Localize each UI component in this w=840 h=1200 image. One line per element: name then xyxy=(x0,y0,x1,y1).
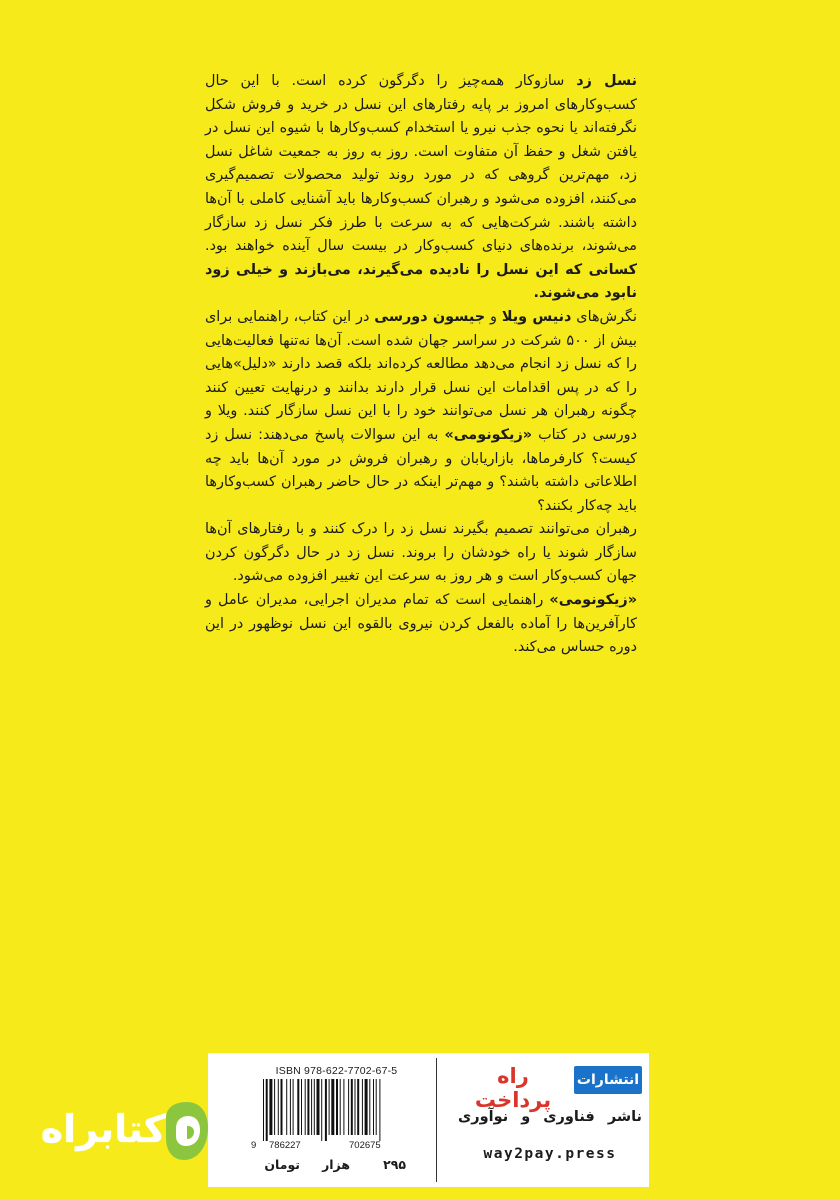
publisher-website: way2pay.press xyxy=(483,1146,617,1162)
price-amount: ۲۹۵ xyxy=(383,1157,406,1172)
barcode-right-digits: 702675 xyxy=(349,1140,381,1151)
barcode-block xyxy=(245,1061,428,1179)
store-name: کتابراه xyxy=(40,1107,166,1151)
book-title: «زیکونومی» xyxy=(549,592,637,609)
publisher-label: انتشارات xyxy=(574,1066,642,1094)
blurb-emphasis: کسانی که این نسل را نادیده می‌گیرند، می‌بازند و خیلی زود نابود می‌شوند. xyxy=(205,261,637,302)
price-unit-thousand: هزار xyxy=(322,1157,350,1172)
blurb-lead-term: نسل زد xyxy=(576,73,637,89)
blurb-paragraph-1 xyxy=(205,70,637,306)
author-name-1: دنیس ویلا xyxy=(501,308,572,325)
blurb-text: سازوکار همه‌چیز را دگرگون کرده است. با این حال کسب‌وکارهای امروز بر پایه رفتارهای این نسل در خرید و فروش شکل نگرفته‌اند یا نحوه جذب نیرو یا استخدام کسب‌وکارها با شیوه این نسل در یافتن شغل و حفظ آن متفاوت است. روز به روز به جمعیت شاغل نسل زد، مهم‌ترین گروهی که در مورد روند تولید محصولات تصمیم‌گیری می‌کنند، افزوده می‌شود و رهبران کسب‌وکارها باید آشنایی کاملی با آن‌ها داشته باشند. شرکت‌هایی که به سرعت با طرز فکر نسل زد سازگار می‌شوند، برنده‌های دنیای کسب‌وکار در بیست سال آینده خواهند بود. xyxy=(205,73,637,255)
blurb-paragraph-2 xyxy=(205,306,637,518)
blurb-text: نگرش‌های xyxy=(571,308,637,325)
blurb-paragraph-4 xyxy=(205,589,637,660)
author-name-2: جیسون دورسی xyxy=(374,308,486,325)
barcode-left-digits: 786227 xyxy=(269,1140,301,1151)
blurb-text: به این سوالات پاسخ می‌دهند: نسل زد کیست؟ کارفرماها، بازاریابان و رهبران فروش در مورد آن‌ها باید چه اطلاعاتی داشته باشند؟ و مهم‌تر اینکه در حال حاضر رهبران کسب‌وکارها باید چه‌کار بکنند؟ xyxy=(205,426,637,514)
publisher-tagline: ناشر فناوری و نوآوری xyxy=(458,1109,642,1125)
blurb-paragraph-3: رهبران می‌توانند تصمیم بگیرند نسل زد را درک کنند و با رفتارهای آن‌ها سازگار شوند یا راه خودشان را بروند. نسل زد در حال دگرگون کردن جهان کسب‌وکار است و هر روز به سرعت این تغییر افزوده می‌شود. xyxy=(205,521,637,585)
panel-divider xyxy=(436,1058,437,1182)
publisher-name: راه پرداخت xyxy=(474,1064,552,1112)
ketabrah-logo xyxy=(38,1096,213,1172)
barcode-lead-digit: 9 xyxy=(251,1140,257,1151)
blurb-text: راهنمایی است که تمام مدیران اجرایی، مدیران عامل و کارآفرین‌ها را آماده بالفعل کردن نیروی بالقوه این نسل نوظهور در این دوره حساس می‌کند. xyxy=(205,592,637,656)
price-unit-toman: تومان xyxy=(264,1157,300,1172)
back-cover-blurb xyxy=(205,70,637,660)
ketabrah-logo-icon xyxy=(164,1098,210,1164)
isbn-number: ISBN 978-622-7702-67-5 xyxy=(275,1065,398,1077)
blurb-text: و xyxy=(485,308,502,325)
book-title: «زیکونومی» xyxy=(444,426,533,443)
blurb-text: در این کتاب، راهنمایی برای بیش از ۵۰۰ شرکت در سراسر جهان شده است. آن‌ها نه‌تنها فعالیت‌هایی را که نسل زد انجام می‌دهد مطالعه کرده‌اند بلکه قصد دارند «دلیل»هایی را که در پس اقدامات این نسل قرار دارند بدانند و درنهایت تعیین کنند چگونه رهبران هر نسل می‌توانند خود را با این نسل سازگار کنند. ویلا و دورسی در کتاب xyxy=(205,308,637,443)
barcode-icon xyxy=(249,1079,421,1141)
